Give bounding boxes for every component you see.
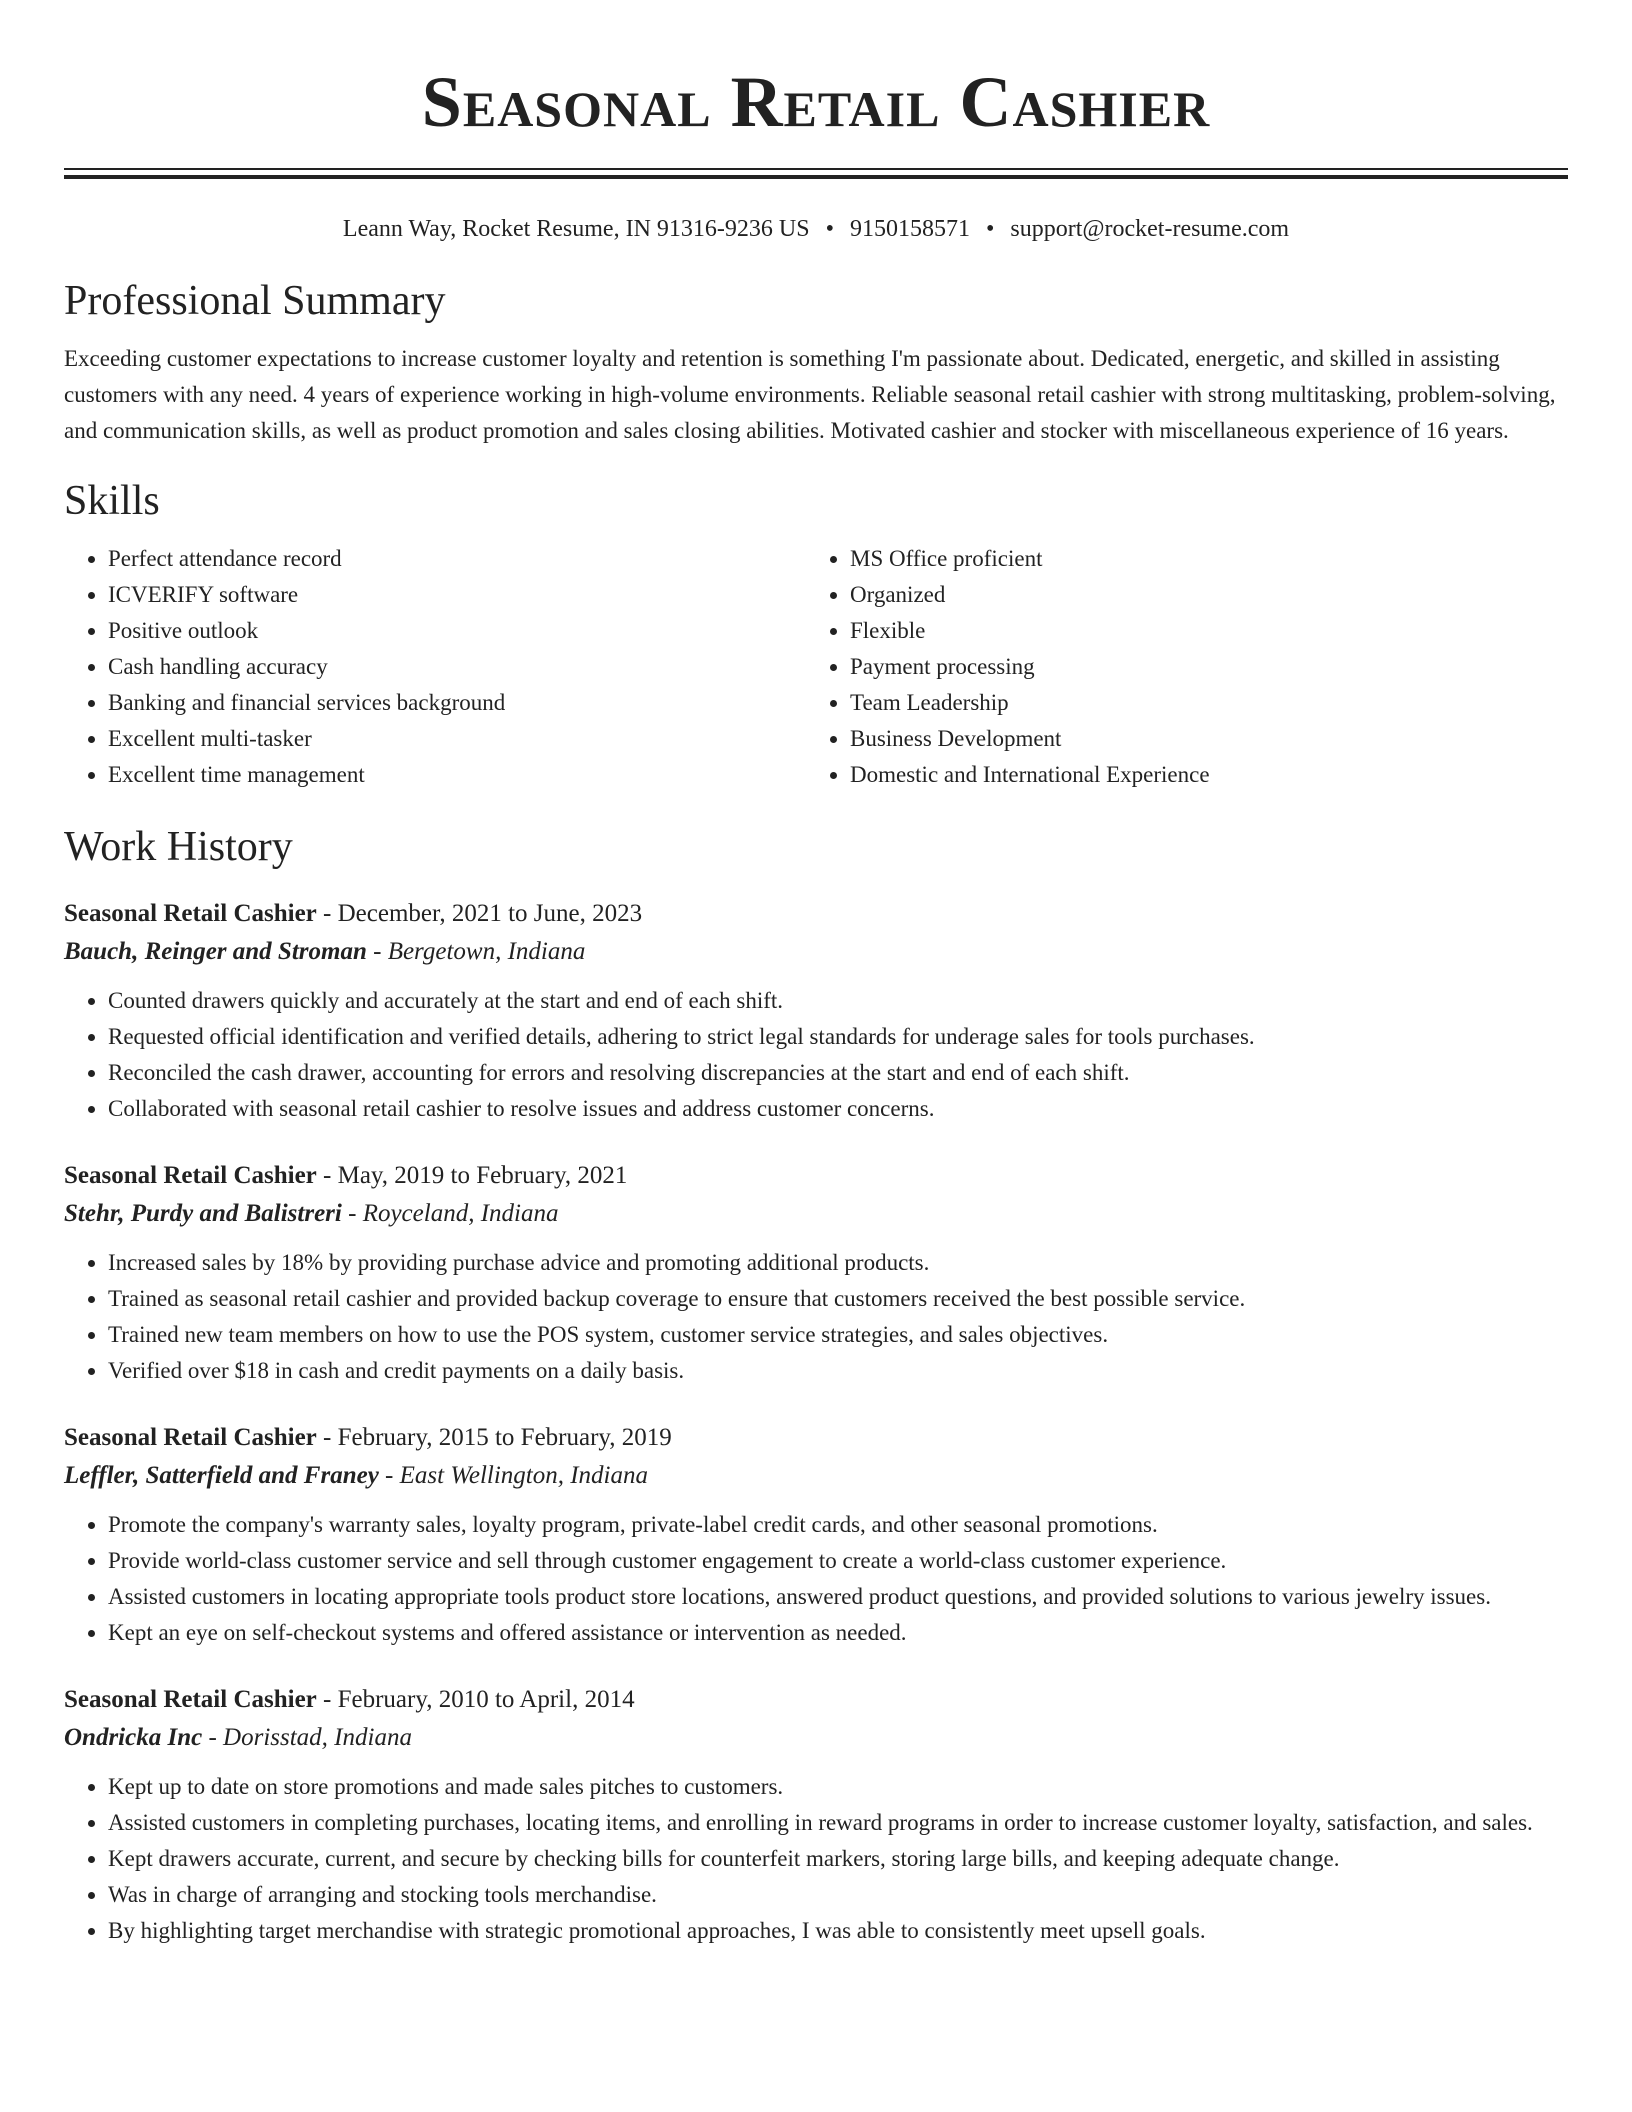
job-bullet: • Trained as seasonal retail cashier and provided backup coverage to ensure that customers received the best possible service. bbox=[108, 1281, 1568, 1317]
job-bullet: • Was in charge of arranging and stocking tools merchandise. bbox=[108, 1877, 1568, 1913]
job-bullet: • Trained new team members on how to use the POS system, customer service strategies, and sales objectives. bbox=[108, 1317, 1568, 1353]
job-dates: May, 2019 to February, 2021 bbox=[337, 1162, 628, 1189]
job-location: East Wellington, Indiana bbox=[399, 1462, 649, 1489]
job-title-line: Seasonal Retail Cashier - December, 2021 to June, 2023 bbox=[64, 900, 643, 927]
skills-column-left bbox=[64, 541, 806, 793]
contact-address: Leann Way, Rocket Resume, IN 91316-9236 US bbox=[342, 216, 810, 242]
job-location: Dorisstad, Indiana bbox=[223, 1724, 412, 1751]
skill-item: • Flexible bbox=[850, 613, 1548, 649]
job-company-line: Stehr, Purdy and Balistreri - Royceland, Indiana bbox=[64, 1200, 559, 1227]
job-company: Stehr, Purdy and Balistreri bbox=[64, 1200, 342, 1227]
job-entry bbox=[64, 1419, 1568, 1651]
skill-item: • Cash handling accuracy bbox=[108, 649, 806, 685]
job-bullet: • Kept up to date on store promotions and made sales pitches to customers. bbox=[108, 1769, 1568, 1805]
job-company: Bauch, Reinger and Stroman bbox=[64, 938, 367, 965]
skill-item: • Perfect attendance record bbox=[108, 541, 806, 577]
job-dates: December, 2021 to June, 2023 bbox=[337, 900, 643, 927]
job-company-line: Bauch, Reinger and Stroman - Bergetown, Indiana bbox=[64, 938, 586, 965]
skill-item: • Business Development bbox=[850, 721, 1548, 757]
job-bullet: • By highlighting target merchandise with strategic promotional approaches, I was able to consistently meet upsell goals. bbox=[108, 1913, 1568, 1949]
job-role: Seasonal Retail Cashier bbox=[64, 1686, 317, 1713]
job-title-line: Seasonal Retail Cashier - February, 2010 to April, 2014 bbox=[64, 1686, 635, 1713]
skill-item: • Excellent time management bbox=[108, 757, 806, 793]
job-bullet: • Assisted customers in locating appropriate tools product store locations, answered product questions, and provided solutions to various jewelry issues. bbox=[108, 1579, 1568, 1615]
job-company-line: Leffler, Satterfield and Franey - East Wellington, Indiana bbox=[64, 1462, 649, 1489]
skill-item: • Excellent multi-tasker bbox=[108, 721, 806, 757]
contact-line bbox=[64, 213, 1568, 245]
job-bullet: • Reconciled the cash drawer, accounting for errors and resolving discrepancies at the start and end of each shift. bbox=[108, 1055, 1568, 1091]
job-title-line: Seasonal Retail Cashier - May, 2019 to February, 2021 bbox=[64, 1162, 628, 1189]
skill-item: • MS Office proficient bbox=[850, 541, 1548, 577]
job-dates: February, 2010 to April, 2014 bbox=[337, 1686, 635, 1713]
job-location: Bergetown, Indiana bbox=[387, 938, 586, 965]
contact-separator: • bbox=[985, 216, 995, 242]
skill-item: • ICVERIFY software bbox=[108, 577, 806, 613]
job-entry bbox=[64, 1681, 1568, 1949]
skill-item: • Team Leadership bbox=[850, 685, 1548, 721]
job-location: Royceland, Indiana bbox=[362, 1200, 559, 1227]
summary-text: Exceeding customer expectations to increase customer loyalty and retention is something I'm passionate about. Dedicated, energetic, and skilled in assisting customers with any need. 4 years of experience working in high-volume environments. Reliable seasonal retail cashier with strong multitasking, problem-solving, and communication skills, as well as product promotion and sales closing abilities. Motivated cashier and stocker with miscellaneous experience of 16 years. bbox=[64, 346, 1556, 443]
skill-item: • Payment processing bbox=[850, 649, 1548, 685]
job-company: Ondricka Inc bbox=[64, 1724, 203, 1751]
job-role: Seasonal Retail Cashier bbox=[64, 1162, 317, 1189]
skills-list bbox=[64, 541, 1568, 793]
job-bullets bbox=[64, 1245, 1568, 1389]
job-bullet: • Kept an eye on self-checkout systems and offered assistance or intervention as needed. bbox=[108, 1615, 1568, 1651]
skill-item: • Banking and financial services background bbox=[108, 685, 806, 721]
job-bullet: • Collaborated with seasonal retail cashier to resolve issues and address customer concerns. bbox=[108, 1091, 1568, 1127]
job-company-line: Ondricka Inc - Dorisstad, Indiana bbox=[64, 1724, 412, 1751]
contact-separator: • bbox=[825, 216, 834, 242]
job-title-line: Seasonal Retail Cashier - February, 2015 to February, 2019 bbox=[64, 1424, 672, 1451]
skill-item: • Positive outlook bbox=[108, 613, 806, 649]
job-bullet: • Kept drawers accurate, current, and secure by checking bills for counterfeit markers, storing large bills, and keeping adequate change. bbox=[108, 1841, 1568, 1877]
job-bullets bbox=[64, 1769, 1568, 1949]
summary-heading: Professional Summary bbox=[64, 278, 446, 324]
job-bullet: • Requested official identification and verified details, adhering to strict legal standards for underage sales for tools purchases. bbox=[108, 1019, 1568, 1055]
job-bullet: • Verified over $18 in cash and credit payments on a daily basis. bbox=[108, 1353, 1568, 1389]
job-role: Seasonal Retail Cashier bbox=[64, 1424, 317, 1451]
contact-email[interactable]: support@rocket-resume.com bbox=[1010, 216, 1290, 242]
job-entry bbox=[64, 1157, 1568, 1389]
job-bullet: • Increased sales by 18% by providing purchase advice and promoting additional products. bbox=[108, 1245, 1568, 1281]
job-company: Leffler, Satterfield and Franey bbox=[64, 1462, 379, 1489]
job-bullets bbox=[64, 983, 1568, 1127]
resume-name: Seasonal Retail Cashier bbox=[421, 62, 1211, 142]
skills-column-right bbox=[806, 541, 1548, 793]
job-bullet: • Counted drawers quickly and accurately at the start and end of each shift. bbox=[108, 983, 1568, 1019]
job-bullet: • Provide world-class customer service and sell through customer engagement to create a world-class customer experience. bbox=[108, 1543, 1568, 1579]
job-bullets bbox=[64, 1507, 1568, 1651]
job-role: Seasonal Retail Cashier bbox=[64, 900, 317, 927]
job-entry bbox=[64, 895, 1568, 1127]
job-bullet: • Assisted customers in completing purchases, locating items, and enrolling in reward programs in order to increase customer loyalty, satisfaction, and sales. bbox=[108, 1805, 1568, 1841]
skill-item: • Organized bbox=[850, 577, 1548, 613]
contact-phone: 9150158571 bbox=[849, 216, 970, 242]
skill-item: • Domestic and International Experience bbox=[850, 757, 1548, 793]
skills-heading: Skills bbox=[64, 478, 160, 524]
job-dates: February, 2015 to February, 2019 bbox=[337, 1424, 672, 1451]
header-rule-thick bbox=[64, 175, 1568, 179]
resume-page bbox=[64, 0, 1568, 1949]
work-history-heading: Work History bbox=[64, 824, 293, 870]
job-bullet: • Promote the company's warranty sales, loyalty program, private-label credit cards, and other seasonal promotions. bbox=[108, 1507, 1568, 1543]
